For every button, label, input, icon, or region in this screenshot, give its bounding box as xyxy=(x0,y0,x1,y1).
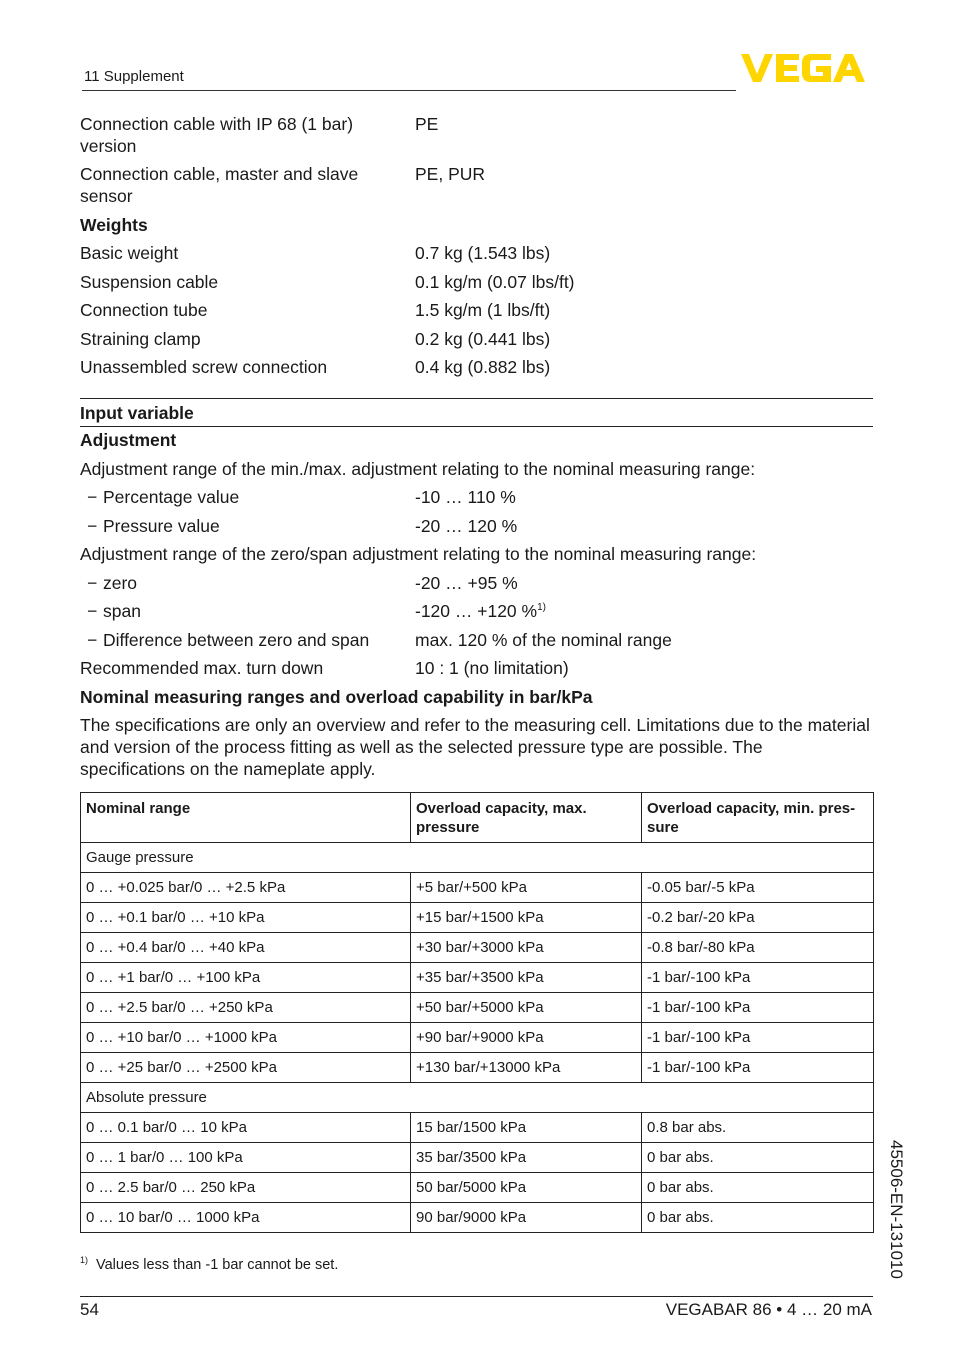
spec-value: 0.4 kg (0.882 lbs) xyxy=(415,357,551,377)
table-cell: -1 bar/-100 kPa xyxy=(642,963,874,993)
table-cell: -0.8 bar/-80 kPa xyxy=(642,933,874,963)
spec-value: 1.5 kg/m (1 lbs/ft) xyxy=(415,300,551,320)
spec-label: Unassembled screw connection xyxy=(80,357,328,377)
table-cell: 0 … +10 bar/0 … +1000 kPa xyxy=(81,1023,411,1053)
table-cell: 90 bar/9000 kPa xyxy=(411,1203,642,1233)
spec-value: 10 : 1 (no limitation) xyxy=(415,658,569,678)
spec-value: 0.7 kg (1.543 lbs) xyxy=(415,243,551,263)
spec-label: zero xyxy=(103,573,138,593)
footnote-marker[interactable]: 1) xyxy=(537,602,546,614)
table-row xyxy=(81,873,874,903)
spec-label: Percentage value xyxy=(103,487,240,507)
spec-value: -20 … +95 % xyxy=(415,573,518,593)
page-number: 54 xyxy=(80,1300,99,1319)
document-id: 45506-EN-131010 xyxy=(887,1140,906,1279)
spec-value: -120 … +120 % xyxy=(415,601,538,621)
table-row xyxy=(81,1023,874,1053)
column-header: Overload capacity, min. pres-sure xyxy=(642,793,874,843)
spec-label: Connection tube xyxy=(80,300,208,320)
table-row xyxy=(81,903,874,933)
zerospan-intro: Adjustment range of the zero/span adjustment relating to the nominal measuring range: xyxy=(80,544,757,564)
spec-value: -20 … 120 % xyxy=(415,516,518,536)
table-row xyxy=(81,933,874,963)
group-label: Gauge pressure xyxy=(81,843,874,873)
table-cell: 0 … 0.1 bar/0 … 10 kPa xyxy=(81,1113,411,1143)
spec-label: Difference between zero and span xyxy=(103,630,370,650)
spec-value: 0.2 kg (0.441 lbs) xyxy=(415,329,551,349)
table-cell: 15 bar/1500 kPa xyxy=(411,1113,642,1143)
table-cell: -1 bar/-100 kPa xyxy=(642,1023,874,1053)
footnote-mark: 1) xyxy=(80,1255,89,1266)
spec-label: Basic weight xyxy=(80,243,179,263)
spec-value: max. 120 % of the nominal range xyxy=(415,630,672,650)
spec-label: Suspension cable xyxy=(80,272,219,292)
table-cell: 0.8 bar abs. xyxy=(642,1113,874,1143)
footnote-text: Values less than -1 bar cannot be set. xyxy=(96,1257,339,1273)
table-cell: 0 bar abs. xyxy=(642,1203,874,1233)
table-row xyxy=(81,1053,874,1083)
dash-bullet: − xyxy=(87,487,98,507)
table-cell: +5 bar/+500 kPa xyxy=(411,873,642,903)
spec-value: 0.1 kg/m (0.07 lbs/ft) xyxy=(415,272,575,292)
table-row xyxy=(81,963,874,993)
group-row xyxy=(81,843,874,873)
table-cell: +130 bar/+13000 kPa xyxy=(411,1053,642,1083)
table-cell: 0 … +1 bar/0 … +100 kPa xyxy=(81,963,411,993)
table-cell: -0.2 bar/-20 kPa xyxy=(642,903,874,933)
adjustment-heading: Adjustment xyxy=(80,430,177,450)
table-cell: +50 bar/+5000 kPa xyxy=(411,993,642,1023)
table-row xyxy=(81,1113,874,1143)
spec-value: PE xyxy=(415,114,439,134)
table-cell: 0 … 1 bar/0 … 100 kPa xyxy=(81,1143,411,1173)
spec-value: -10 … 110 % xyxy=(415,487,516,507)
dash-bullet: − xyxy=(87,573,98,593)
table-body xyxy=(81,843,874,1233)
table-cell: 0 … 2.5 bar/0 … 250 kPa xyxy=(81,1173,411,1203)
table-cell: +15 bar/+1500 kPa xyxy=(411,903,642,933)
table-row xyxy=(81,993,874,1023)
dash-bullet: − xyxy=(87,516,98,536)
table-row xyxy=(81,1143,874,1173)
table-cell: 0 … +2.5 bar/0 … +250 kPa xyxy=(81,993,411,1023)
table-cell: 0 … +25 bar/0 … +2500 kPa xyxy=(81,1053,411,1083)
spec-label: Recommended max. turn down xyxy=(80,658,324,678)
table-header-row xyxy=(81,793,874,843)
group-row xyxy=(81,1083,874,1113)
table-row xyxy=(81,1173,874,1203)
minmax-intro: Adjustment range of the min./max. adjustment relating to the nominal measuring range: xyxy=(80,459,756,479)
ranges-table xyxy=(80,792,874,1233)
table-cell: +30 bar/+3000 kPa xyxy=(411,933,642,963)
dash-bullet: − xyxy=(87,630,98,650)
ranges-intro: The specifications are only an overview and refer to the measuring cell. Limitations due to the material and version of the process fitting as well as the selected pressure type are possible. The specifications on the nameplate apply. xyxy=(80,715,870,779)
table-cell: +90 bar/+9000 kPa xyxy=(411,1023,642,1053)
ranges-heading: Nominal measuring ranges and overload capability in bar/kPa xyxy=(80,687,593,707)
table-cell: 0 … +0.025 bar/0 … +2.5 kPa xyxy=(81,873,411,903)
header-divider xyxy=(82,90,736,91)
input-variable-heading: Input variable xyxy=(80,403,194,423)
spec-label: Connection cable with IP 68 (1 bar) version xyxy=(80,114,354,156)
spec-label: Pressure value xyxy=(103,516,220,536)
section-divider xyxy=(80,398,873,399)
spec-label: Straining clamp xyxy=(80,329,201,349)
table-cell: 0 bar abs. xyxy=(642,1173,874,1203)
dash-bullet: − xyxy=(87,601,98,621)
section-divider xyxy=(80,426,873,427)
table-cell: 0 … +0.1 bar/0 … +10 kPa xyxy=(81,903,411,933)
table-cell: -1 bar/-100 kPa xyxy=(642,993,874,1023)
column-header: Nominal range xyxy=(81,793,411,843)
footnote xyxy=(80,1257,338,1273)
spec-label: Connection cable, master and slave sensor xyxy=(80,164,359,206)
table-row xyxy=(81,1203,874,1233)
spec-value-with-footnote xyxy=(415,600,546,622)
table-cell: 0 … 10 bar/0 … 1000 kPa xyxy=(81,1203,411,1233)
table-cell: 50 bar/5000 kPa xyxy=(411,1173,642,1203)
weights-heading: Weights xyxy=(80,215,148,235)
table-cell: -0.05 bar/-5 kPa xyxy=(642,873,874,903)
spec-label: span xyxy=(103,601,141,621)
spec-value: PE, PUR xyxy=(415,164,486,184)
vega-logo xyxy=(741,53,873,83)
table-cell: -1 bar/-100 kPa xyxy=(642,1053,874,1083)
group-label: Absolute pressure xyxy=(81,1083,874,1113)
column-header: Overload capacity, max. pressure xyxy=(411,793,642,843)
table-cell: +35 bar/+3500 kPa xyxy=(411,963,642,993)
footer-divider xyxy=(80,1296,873,1297)
table-cell: 0 bar abs. xyxy=(642,1143,874,1173)
table-cell: 35 bar/3500 kPa xyxy=(411,1143,642,1173)
product-name: VEGABAR 86 • 4 … 20 mA xyxy=(665,1300,872,1319)
section-title: 11 Supplement xyxy=(84,68,184,85)
table-cell: 0 … +0.4 bar/0 … +40 kPa xyxy=(81,933,411,963)
